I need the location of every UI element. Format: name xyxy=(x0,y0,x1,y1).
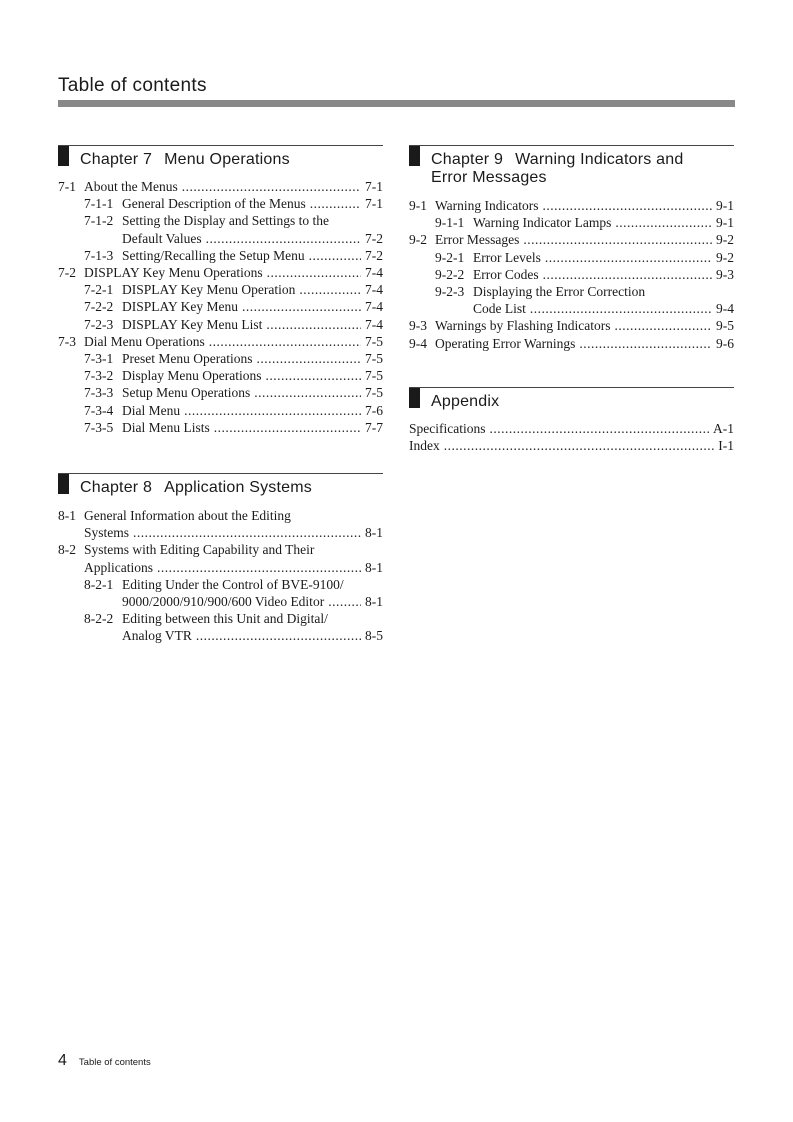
chapter-9-entries xyxy=(409,197,734,352)
toc-entry-9-2-3-cont[interactable]: Code List ..... 9-4 xyxy=(409,300,734,317)
toc-entry-9-2[interactable]: 9-2 Error Messages ..... 9-2 xyxy=(409,231,734,248)
toc-entry-7-3-4[interactable]: 7-3-4 Dial Menu ..... 7-6 xyxy=(58,402,383,419)
toc-entry-8-2-1[interactable]: 8-2-1 Editing Under the Control of BVE-9100/ xyxy=(84,576,344,592)
footer-label: Table of contents xyxy=(78,1057,151,1068)
chapter-7-title: Menu Operations xyxy=(164,151,290,168)
toc-entry-7-1-3[interactable]: 7-1-3 Setting/Recalling the Setup Menu ..... 7-2 xyxy=(58,247,383,264)
toc-entry-7-2-3[interactable]: 7-2-3 DISPLAY Key Menu List ..... 7-4 xyxy=(58,316,383,333)
toc-entry-8-2-1-cont[interactable]: 9000/2000/910/900/600 Video Editor ..... 8-1 xyxy=(58,593,383,610)
toc-entry-8-2[interactable]: 8-2 Systems with Editing Capability and Their xyxy=(58,542,315,558)
appendix-section xyxy=(409,387,734,454)
toc-entry-7-2-1[interactable]: 7-2-1 DISPLAY Key Menu Operation ..... 7-4 xyxy=(58,281,383,298)
title-rule xyxy=(58,100,735,107)
toc-entry-7-3-2[interactable]: 7-3-2 Display Menu Operations ..... 7-5 xyxy=(58,367,383,384)
toc-entry-9-3[interactable]: 9-3 Warnings by Flashing Indicators ..... 9-5 xyxy=(409,317,734,334)
toc-entry-9-2-1[interactable]: 9-2-1 Error Levels ..... 9-2 xyxy=(409,249,734,266)
chapter-9-heading xyxy=(409,145,734,187)
toc-entry-7-1-2-cont[interactable]: Default Values ..... 7-2 xyxy=(58,230,383,247)
toc-entry-7-3[interactable]: 7-3 Dial Menu Operations ..... 7-5 xyxy=(58,333,383,350)
toc-entry-9-2-3[interactable]: 9-2-3 Displaying the Error Correction xyxy=(435,284,646,300)
toc-entry-8-1[interactable]: 8-1 General Information about the Editing xyxy=(58,508,291,523)
toc-entry-7-2[interactable]: 7-2 DISPLAY Key Menu Operations ..... 7-4 xyxy=(58,264,383,281)
appendix-entries xyxy=(409,420,734,454)
chapter-8-number: Chapter 8 xyxy=(80,479,153,496)
page-number: 4 xyxy=(58,1052,67,1069)
toc-entry-7-1[interactable]: 7-1 About the Menus ..... 7-1 xyxy=(58,178,383,195)
chapter-9-title-line2: Error Messages xyxy=(431,169,547,186)
toc-entry-specifications[interactable]: Specifications ..... A-1 xyxy=(409,420,734,437)
toc-entry-8-2-2-cont[interactable]: Analog VTR ..... 8-5 xyxy=(58,627,383,644)
toc-entry-9-1[interactable]: 9-1 Warning Indicators ..... 9-1 xyxy=(409,197,734,214)
page-footer xyxy=(58,1052,151,1070)
toc-entry-8-2-2[interactable]: 8-2-2 Editing between this Unit and Digital/ xyxy=(84,611,328,627)
chapter-9-title: Warning Indicators and xyxy=(515,151,684,168)
toc-entry-9-4[interactable]: 9-4 Operating Error Warnings ..... 9-6 xyxy=(409,335,734,352)
chapter-7-heading xyxy=(58,145,383,169)
toc-entry-7-2-2[interactable]: 7-2-2 DISPLAY Key Menu ..... 7-4 xyxy=(58,298,383,315)
chapter-7-entries xyxy=(58,178,383,436)
chapter-8-title: Application Systems xyxy=(164,479,312,496)
page-title: Table of contents xyxy=(58,75,207,96)
appendix-title: Appendix xyxy=(431,393,500,410)
toc-entry-7-3-3[interactable]: 7-3-3 Setup Menu Operations ..... 7-5 xyxy=(58,384,383,401)
chapter-8-entries xyxy=(58,507,383,645)
toc-entry-7-3-5[interactable]: 7-3-5 Dial Menu Lists ..... 7-7 xyxy=(58,419,383,436)
toc-entry-8-1-cont[interactable]: Systems ..... 8-1 xyxy=(58,524,383,541)
toc-entry-index[interactable]: Index ..... I-1 xyxy=(409,437,734,454)
appendix-heading xyxy=(409,387,734,411)
toc-entry-8-2-cont[interactable]: Applications ..... 8-1 xyxy=(58,559,383,576)
chapter-7-section xyxy=(58,145,383,436)
chapter-9-section xyxy=(409,145,734,352)
chapter-8-section xyxy=(58,473,383,645)
toc-entry-9-2-2[interactable]: 9-2-2 Error Codes ..... 9-3 xyxy=(409,266,734,283)
toc-entry-7-1-1[interactable]: 7-1-1 General Description of the Menus ..... 7-1 xyxy=(58,195,383,212)
chapter-8-heading xyxy=(58,473,383,497)
toc-entry-7-1-2[interactable]: 7-1-2 Setting the Display and Settings to the xyxy=(84,213,329,229)
toc-entry-7-3-1[interactable]: 7-3-1 Preset Menu Operations ..... 7-5 xyxy=(58,350,383,367)
chapter-9-number: Chapter 9 xyxy=(431,151,504,168)
toc-entry-9-1-1[interactable]: 9-1-1 Warning Indicator Lamps ..... 9-1 xyxy=(409,214,734,231)
chapter-7-number: Chapter 7 xyxy=(80,151,153,168)
